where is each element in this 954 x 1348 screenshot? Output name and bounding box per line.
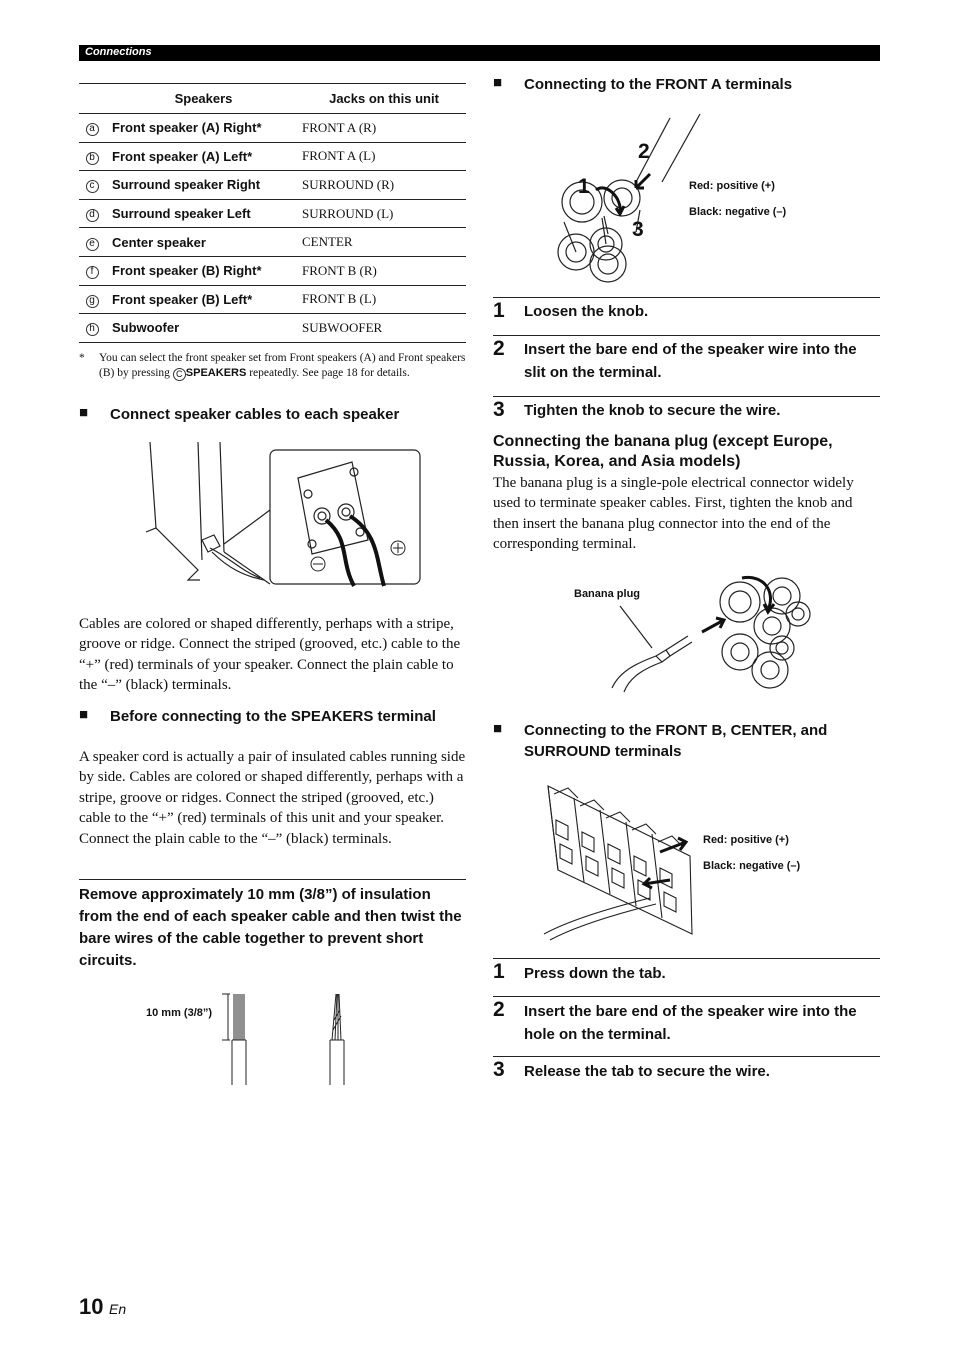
connect-cables-heading-text: Connect speaker cables to each speaker — [110, 406, 400, 423]
square-bullet: ■ — [493, 720, 503, 737]
step-number: 1 — [493, 960, 505, 983]
before-connecting-heading — [79, 706, 466, 750]
footnote-star: * — [79, 352, 85, 364]
diagram1-number-2: 2 — [638, 140, 650, 163]
table-header-speakers: Speakers — [105, 84, 302, 114]
table-row — [79, 171, 466, 200]
jack-name: SURROUND (R) — [302, 171, 466, 200]
table-header-jacks: Jacks on this unit — [302, 84, 466, 114]
step-rule — [493, 396, 880, 397]
row-marker: b — [86, 152, 99, 165]
row-marker: c — [86, 180, 99, 193]
speaker-connection-illustration — [140, 440, 425, 590]
speaker-name: Front speaker (A) Left* — [105, 142, 302, 171]
banana-heading: Connecting the banana plug (except Europe, Russia, Korea, and Asia models) — [493, 433, 833, 470]
wire-length-label: 10 mm (3/8”) — [146, 1007, 213, 1019]
speaker-name: Front speaker (A) Right* — [105, 114, 302, 143]
jack-name: FRONT A (R) — [302, 114, 466, 143]
speakers-key-marker: C — [173, 368, 186, 381]
insulation-instruction: Remove approximately 10 mm (3/8”) of insulation from the end of each speaker cable and then twist the bare wires of the cable together to prevent short circuits. — [79, 886, 462, 969]
header-bar — [79, 45, 880, 61]
front-a-terminal-diagram — [550, 112, 710, 284]
row-marker: e — [86, 238, 99, 251]
wire-stripping-illustration — [220, 990, 350, 1085]
table-row — [79, 199, 466, 228]
diagram1-number-3: 3 — [632, 218, 644, 241]
section-title: Connections — [85, 46, 152, 58]
speakers-key-label: SPEAKERS — [185, 367, 247, 379]
step-text: Tighten the knob to secure the wire. — [524, 402, 781, 419]
step-rule — [493, 297, 880, 298]
step-number: 3 — [493, 1058, 505, 1081]
speaker-name: Front speaker (B) Right* — [105, 256, 302, 285]
table-row — [79, 256, 466, 285]
square-bullet: ■ — [79, 404, 89, 421]
speaker-name: Surround speaker Left — [105, 199, 302, 228]
cables-paragraph: Cables are colored or shaped differently, perhaps with a stripe, groove or ridge. Connect the striped (grooved, etc.) cable to the “+” (red) terminals of your speaker. Connect the plain cable to the “–” (black) terminals. — [79, 616, 461, 694]
front-b-terminal-diagram — [540, 780, 700, 942]
connect-cables-heading — [79, 404, 466, 426]
jack-name: FRONT A (L) — [302, 142, 466, 171]
table-header-spacer — [79, 84, 105, 114]
diagram1-number-1: 1 — [578, 175, 590, 198]
step-text: Release the tab to secure the wire. — [524, 1063, 770, 1080]
speaker-name: Surround speaker Right — [105, 171, 302, 200]
table-header-row — [79, 84, 466, 114]
banana-plug-label: Banana plug — [574, 588, 641, 600]
banana-plug-diagram — [600, 570, 820, 698]
front-b-heading-text: Connecting to the FRONT B, CENTER, and SURROUND terminals — [524, 722, 828, 760]
speaker-name: Center speaker — [105, 228, 302, 257]
square-bullet: ■ — [493, 74, 503, 91]
table-row — [79, 142, 466, 171]
diagram1-black-label: Black: negative (–) — [689, 206, 787, 218]
speaker-jack-table — [79, 83, 466, 343]
footnote-text-after: repeatedly. See page 18 for details. — [249, 367, 410, 379]
step-text: Press down the tab. — [524, 965, 666, 982]
step-text: Loosen the knob. — [524, 303, 649, 320]
front-b-heading — [493, 720, 880, 764]
row-marker: f — [86, 266, 99, 279]
table-row — [79, 114, 466, 143]
instruction-rule — [79, 879, 466, 880]
row-marker: a — [86, 123, 99, 136]
table-row — [79, 285, 466, 314]
row-marker: h — [86, 323, 99, 336]
speaker-name: Front speaker (B) Left* — [105, 285, 302, 314]
jack-name: FRONT B (R) — [302, 256, 466, 285]
speaker-name: Subwoofer — [105, 314, 302, 343]
jack-name: SUBWOOFER — [302, 314, 466, 343]
row-marker: g — [86, 295, 99, 308]
front-a-heading-text: Connecting to the FRONT A terminals — [524, 76, 793, 93]
page-number: 10 — [79, 1294, 104, 1319]
step-number: 1 — [493, 299, 505, 322]
step-number: 2 — [493, 998, 505, 1021]
step-number: 3 — [493, 398, 505, 421]
footnote-text-before: You can select the front speaker set from Front speakers (A) and Front speakers (B) by pressing — [99, 352, 466, 379]
banana-paragraph: The banana plug is a single-pole electrical connector widely used to terminate speaker cables. First, tighten the knob and then insert the banana plug connector into the end of the corresponding terminal. — [493, 475, 854, 553]
square-bullet: ■ — [79, 706, 89, 723]
step-rule — [493, 1056, 880, 1057]
diagram2-black-label: Black: negative (–) — [703, 860, 801, 872]
jack-name: CENTER — [302, 228, 466, 257]
step-number: 2 — [493, 337, 505, 360]
table-row — [79, 314, 466, 343]
step-text: Insert the bare end of the speaker wire into the hole on the terminal. — [524, 1003, 857, 1043]
before-connecting-paragraph: A speaker cord is actually a pair of insulated cables running side by side. Cables are colored or shaped differently, perhaps with a stripe, groove or ridges. Connect the striped (grooved, etc.) cable to the “+” (red) terminals of this unit and your speaker. Connect the plain cable to the “–” (black) terminals. — [79, 749, 466, 847]
step-text: Insert the bare end of the speaker wire into the slit on the terminal. — [524, 341, 857, 381]
before-connecting-heading-text: Before connecting to the SPEAKERS terminal — [110, 708, 436, 725]
diagram2-red-label: Red: positive (+) — [703, 834, 789, 846]
jack-name: SURROUND (L) — [302, 199, 466, 228]
diagram1-red-label: Red: positive (+) — [689, 180, 775, 192]
page-language: En — [109, 1301, 127, 1317]
table-row — [79, 228, 466, 257]
step-rule — [493, 996, 880, 997]
step-rule — [493, 958, 880, 959]
front-a-heading — [493, 74, 880, 96]
row-marker: d — [86, 209, 99, 222]
step-rule — [493, 335, 880, 336]
jack-name: FRONT B (L) — [302, 285, 466, 314]
